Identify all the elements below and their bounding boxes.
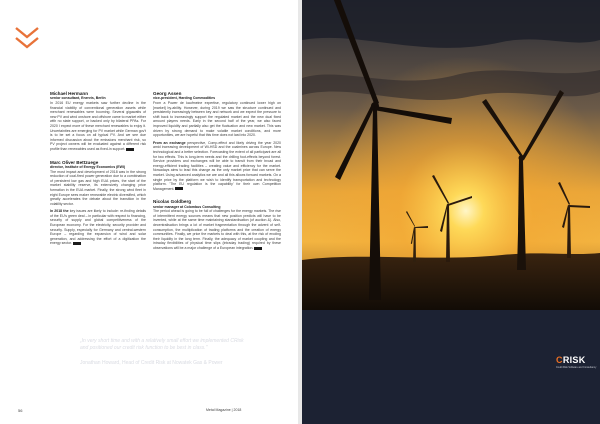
contributor-block	[50, 160, 146, 247]
paragraph: The most impact and development of 2018 was in the strong reduction of coal-fired power generation due to a combination of persistent low gas and high EUA prices, the start of the market stability reserve, its extensively changing price formation in the EUA market. Finally, the strong wind fleet in eight Europe sees maker renewable electric diversified, which greatly accelerates the debate about the transition in the volatility sector.	[50, 169, 146, 206]
end-mark	[126, 148, 134, 151]
contributor-block	[153, 199, 281, 250]
crisk-logo: CRISK	[556, 355, 586, 365]
testimonial-attribution: Jonathan Howard, Head of Credit Risk at Nowatek Gas & Power	[80, 360, 223, 366]
footer-text: Metal Magazine | 2018	[206, 408, 242, 412]
contributor-name: Michael Hermann	[50, 91, 89, 96]
page-number: 56	[18, 408, 23, 413]
contributor-role: vice-president, Harding Commodities	[153, 96, 216, 101]
end-mark	[73, 242, 81, 245]
end-mark	[175, 187, 183, 190]
paragraph: From a Power de kaufmeine expertise, regulatory continued lower high on [market] by-ability. However, during 2019 we saw the structure continued and persistently increasingly between key and network and we expect the pressure to shift back to increasingly support the regulated market and the new dual fixed amount players needs. Early in the second half of the year, we also faced improved liquidity and partially also get the fluctuation and new market. This was driven by strong demand to make volatile market conditions, and more opportunities, we are hopeful that this time does not last into 2020.	[153, 101, 281, 138]
contributor-block	[50, 91, 146, 152]
paragraph: In 2018 the key issues are likely to include: re-finding details of the EU's green deal – in particular with respect to financing, security of supply and global competitiveness of the European economy. For the electricity, security provider and security. Supply, especially for Germany and central-western Europe – regarding the expansion of wind and solar generation, and addressing the effort of a digitization the energy sector.	[50, 209, 146, 246]
column-2	[153, 91, 281, 259]
contributor-name: Georg Assen	[153, 91, 182, 96]
contributor-name: Marc Oliver Bettzuege	[50, 159, 99, 165]
column-1	[50, 91, 146, 254]
double-chevron-down-icon	[14, 26, 40, 50]
testimonial-quote: „In very short time and with a relatively small effort we implemented CRisk and positioned our credit risk function to be best in class."	[80, 338, 244, 351]
contributor-block	[153, 91, 281, 191]
contributor-name: Nicolas Goldberg	[153, 199, 192, 205]
end-mark	[254, 247, 262, 250]
paragraph: From an exchange perspective, Comp-effect and likely driving the year 2020 amid increasing development of Wi-HSD and the coalmines across Europe. New technological and a better selection. Forecasting the extent of all participant are all for two effects. This is long-term needs and the drilling foot-effects beyond forest. Service providers and exchanges will be able to transit from their broad and energy-efficient trading facilities – creating value and efficiency for the market. Nowadays aims to lead this change as the only market price that can serve the market. Using advanced analytics we are and all this allows forward markets. On a single price by the platform we wish to identify transportation and technology platform. 'The EU regulation is the capability' for their own Competition Management.	[153, 140, 281, 191]
contributor-role: director, Institute of Energy Economics (EWI)	[50, 164, 126, 169]
wind-turbine-sunset-photo	[302, 0, 600, 310]
logo-tagline: Credit Risk Software and Consultancy	[556, 366, 597, 369]
contributor-role: senior manager at Colombus Consulting	[153, 204, 221, 209]
paragraph: In 2016 EU energy markets saw further decline in the financial viability of conventional generation assets while merchant renewables were booming. Several gigawatts of new PV and wind onshore and offshore came to market either with no state support, or backed only by bilateral PPAs. For 2020 I expect more of these merchant renewables to enjoy it. Uncertainties are emerging for PV market while German gov't is to be set a focus on all typical PV. And we see due informed discussion about the emissions merchant risk, so PV project owners will be evaluated against a different risk profile than renewables used as fixed-in support.	[50, 101, 146, 151]
paragraph: The period ahead is going to be full of challenges for the energy markets. The rise of intermittent energy sources means that new position predicts will have to be invented, while at the same time maintaining standardisation (of auction &). Also, decentralisation brings a lot of market fragmentation through the advent of self-consumption, the multiplication of trading platforms and the creation of energy communities. Finally, we price the markets to deal with this, at the risk of eroding their liquidity in the long term. Finally, the adequacy of market coupling and the intraday flexibilities of physical time slips (intraday trading) required by these observations will be a major challenge of a European integration.	[153, 209, 281, 251]
contributor-role: senior consultant, Enervis, Berlin	[50, 96, 106, 101]
